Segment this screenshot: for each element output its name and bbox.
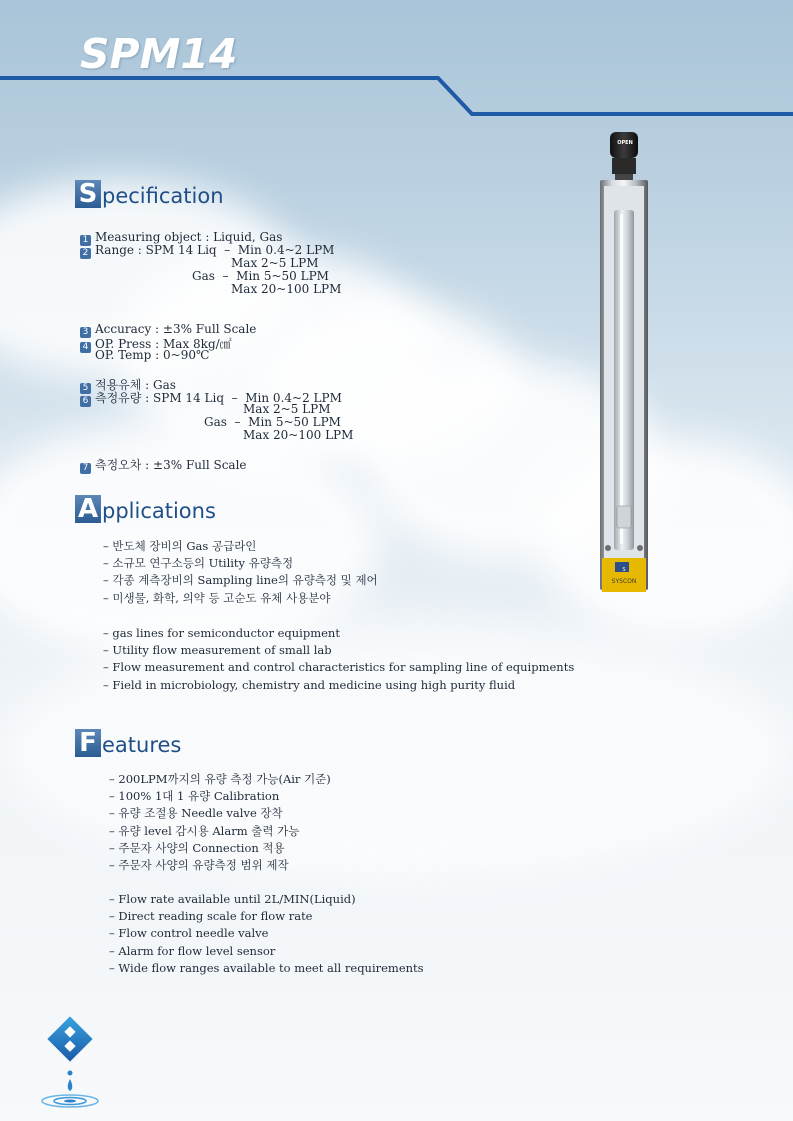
list-item: – Flow rate available until 2L/MIN(Liquid) bbox=[109, 892, 356, 906]
spec-item: 4 OP. Press : Max 8kg/㎠ bbox=[80, 335, 232, 353]
spec-item: Gas – Min 5~50 LPM bbox=[204, 415, 341, 429]
heading-cap: F bbox=[75, 729, 101, 757]
spec-item: 3 Accuracy : ±3% Full Scale bbox=[80, 322, 256, 338]
applications-heading bbox=[75, 493, 216, 523]
features-korean-list bbox=[109, 771, 331, 874]
features-heading bbox=[75, 727, 181, 757]
list-item: – 주문자 사양의 Connection 적용 bbox=[109, 840, 285, 855]
list-item: – Alarm for flow level sensor bbox=[109, 943, 276, 958]
list-item: – gas lines for semiconductor equipment bbox=[103, 626, 340, 640]
brand-label: SYSCON bbox=[611, 578, 637, 585]
heading-text: eatures bbox=[102, 733, 182, 757]
applications-english-list bbox=[103, 625, 574, 694]
list-item: – Flow measurement and control characteristics for sampling line of equipments bbox=[103, 660, 575, 675]
spec-item: 7 측정오차 : ±3% Full Scale bbox=[80, 456, 247, 474]
company-logo bbox=[40, 1015, 120, 1115]
list-item: – 미생물, 화학, 의약 등 고순도 유체 사용분야 bbox=[103, 590, 331, 605]
spec-item: 5 적용유체 : Gas bbox=[80, 376, 176, 394]
features-english-list bbox=[109, 891, 424, 977]
page-title: SPM14 bbox=[80, 30, 238, 78]
list-item: – Wide flow ranges available to meet all requirements bbox=[109, 960, 424, 975]
list-item: – 유량 조절용 Needle valve 장착 bbox=[109, 806, 283, 821]
list-item: – 200LPM까지의 유량 측정 가능(Air 기준) bbox=[109, 772, 331, 786]
list-item: – 반도체 장비의 Gas 공급라인 bbox=[103, 539, 257, 553]
list-item: – 소규모 연구소등의 Utility 유량측정 bbox=[103, 556, 294, 571]
spec-item: OP. Temp : 0~90℃ bbox=[95, 348, 210, 362]
svg-text:S: S bbox=[622, 567, 626, 573]
spec-item: Max 2~5 LPM bbox=[243, 402, 331, 416]
heading-text: pplications bbox=[102, 499, 216, 523]
spec-item: Max 2~5 LPM bbox=[231, 256, 319, 270]
spec-item: 2 Range : SPM 14 Liq – Min 0.4~2 LPM bbox=[80, 243, 334, 259]
knob-label: OPEN bbox=[617, 140, 633, 146]
list-item: – Direct reading scale for flow rate bbox=[109, 909, 313, 924]
heading-cap: A bbox=[75, 495, 101, 523]
list-item: – 주문자 사양의 유량측정 범위 제작 bbox=[109, 858, 289, 873]
heading-text: pecification bbox=[102, 184, 224, 208]
heading-cap: S bbox=[75, 180, 101, 208]
spec-item: Max 20~100 LPM bbox=[243, 428, 354, 442]
spec-item: Max 20~100 LPM bbox=[231, 282, 342, 296]
list-item: – Utility flow measurement of small lab bbox=[103, 643, 332, 658]
spec-item: 1 Measuring object : Liquid, Gas bbox=[80, 230, 282, 246]
list-item: – 100% 1대 1 유량 Calibration bbox=[109, 789, 280, 804]
spec-item: Gas – Min 5~50 LPM bbox=[192, 269, 329, 283]
list-item: – 유량 level 감시용 Alarm 출력 가능 bbox=[109, 823, 300, 838]
list-item: – Field in microbiology, chemistry and medicine using high purity fluid bbox=[103, 677, 516, 692]
list-item: – Flow control needle valve bbox=[109, 926, 269, 941]
flowmeter-image bbox=[598, 130, 650, 596]
cloud bbox=[540, 440, 793, 640]
list-item: – 각종 계측장비의 Sampling line의 유량측정 및 제어 bbox=[103, 573, 378, 588]
specification-heading bbox=[75, 178, 224, 208]
spec-item: 6 측정유량 : SPM 14 Liq – Min 0.4~2 LPM bbox=[80, 389, 342, 407]
applications-korean-list bbox=[103, 538, 378, 607]
